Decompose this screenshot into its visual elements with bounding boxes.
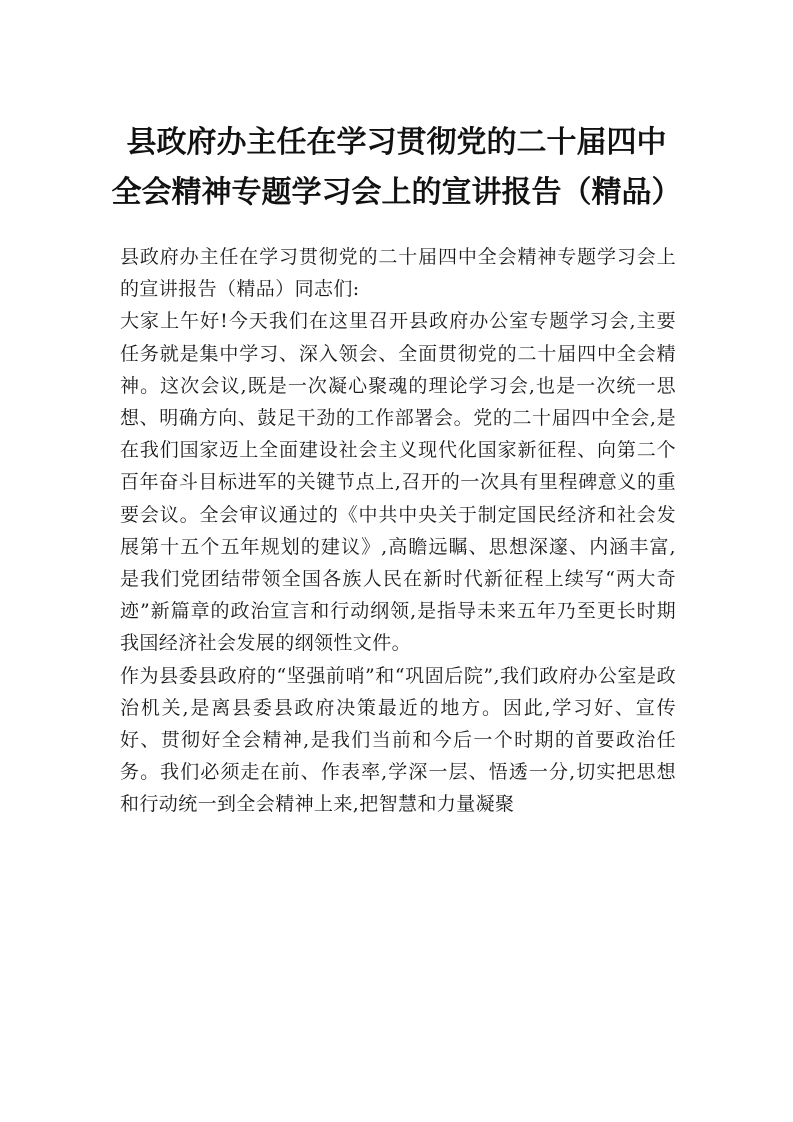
paragraph-office-role: 作为县委县政府的“坚强前哨”和“巩固后院”,我们政府办公室是政治机关,是离县委县政府决策最近的地方。因此,学习好、宣传好、贯彻好全会精神,是我们当前和今后一个时期的首要政治任务。我们必须走在前、作表率,学深一层、悟透一分,切实把思想和行动统一到全会精神上来,把智慧和力量凝聚 [120,664,676,816]
title-line-2: 全会精神专题学习会上的宣讲报告（精品） [111,175,682,210]
paragraph-intro: 县政府办主任在学习贯彻党的二十届四中全会精神专题学习会上的宣讲报告（精品）同志们: [120,246,676,301]
document-body [120,241,676,821]
document-title [100,118,693,218]
paragraph-greeting: 大家上午好!今天我们在这里召开县政府办公室专题学习会,主要任务就是集中学习、深入领会、全面贯彻党的二十届四中全会精神。这次会议,既是一次凝心聚魂的理论学习会,也是一次统一思想、明确方向、鼓足干劲的工作部署会。党的二十届四中全会,是在我们国家迈上全面建设社会主义现代化国家新征程、向第二个百年奋斗目标进军的关键节点上,召开的一次具有里程碑意义的重要会议。全会审议通过的《中共中央关于制定国民经济和社会发展第十五个五年规划的建议》,高瞻远瞩、思想深邃、内涵丰富,是我们党团结带领全国各族人民在新时代新征程上续写“两大奇迹”新篇章的政治宣言和行动纲领,是指导未来五年乃至更长时期我国经济社会发展的纲领性文件。 [120,310,676,655]
title-line-1: 县政府办主任在学习贯彻党的二十届四中 [126,125,667,160]
